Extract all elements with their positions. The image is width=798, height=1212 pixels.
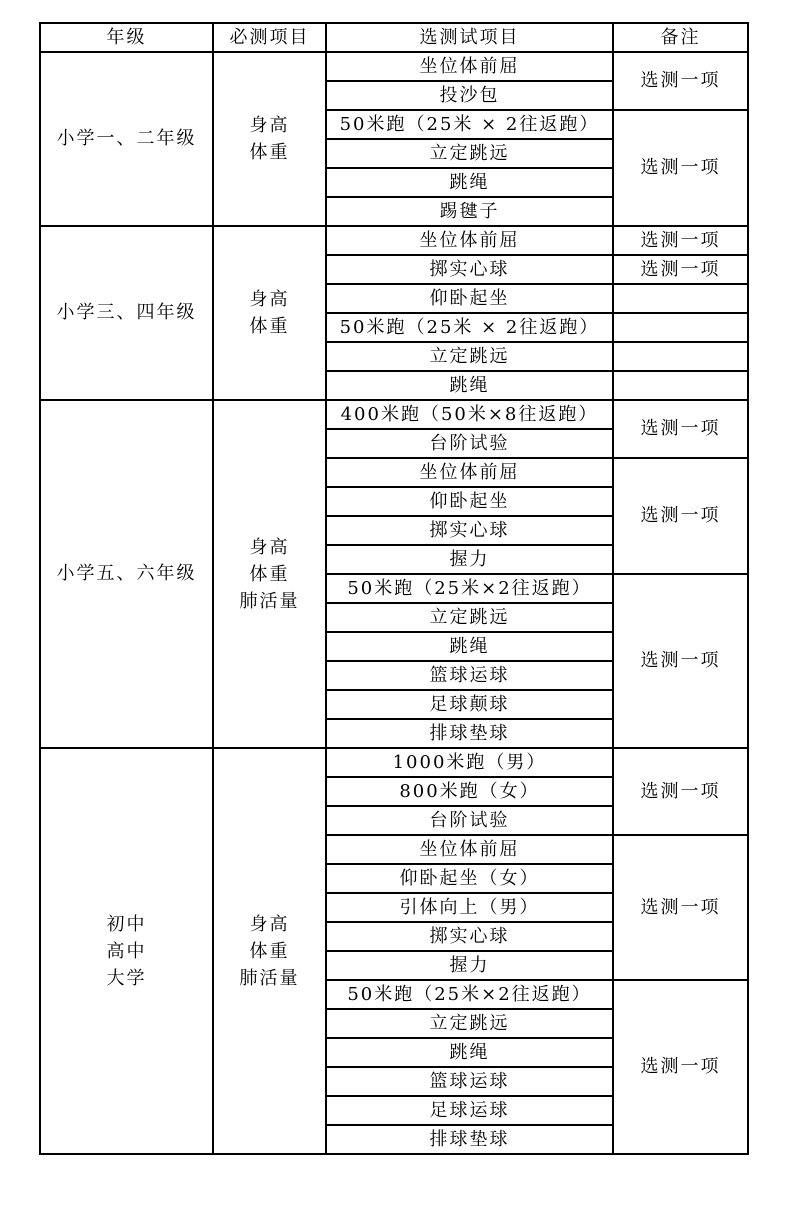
required-cell: [213, 52, 326, 226]
note-cell-empty: [613, 313, 748, 342]
grade-cell: 小学一、二年级: [40, 52, 213, 226]
optional-item: 50米跑（25米 × 2往返跑）: [326, 313, 613, 342]
header-row: [40, 23, 748, 52]
required-item: 身高: [249, 289, 290, 310]
grade-line: 高中: [106, 940, 147, 962]
optional-item: 排球垫球: [326, 719, 613, 748]
optional-item: 立定跳远: [326, 603, 613, 632]
grade-cell: 小学三、四年级: [40, 226, 213, 400]
required-item: 肺活量: [239, 590, 300, 612]
optional-item: 坐位体前屈: [326, 226, 613, 255]
note-cell: 选测一项: [613, 458, 748, 574]
required-item: 身高: [249, 115, 290, 136]
optional-item: 握力: [326, 951, 613, 980]
optional-item: 50米跑（25米×2往返跑）: [326, 980, 613, 1009]
optional-item: 仰卧起坐（女）: [326, 864, 613, 893]
table-row: [40, 52, 748, 81]
note-cell-empty: [613, 342, 748, 371]
header-required: 必测项目: [213, 23, 326, 52]
grade-cell: [40, 748, 213, 1154]
optional-item: 掷实心球: [326, 255, 613, 284]
optional-item: 跳绳: [326, 1038, 613, 1067]
required-item: 体重: [249, 563, 290, 585]
optional-item: 跳绳: [326, 632, 613, 661]
optional-item: 跳绳: [326, 168, 613, 197]
optional-item: 立定跳远: [326, 139, 613, 168]
required-cell: [213, 748, 326, 1154]
note-cell: 选测一项: [613, 52, 748, 110]
header-grade: 年级: [40, 23, 213, 52]
fitness-test-table: [39, 22, 749, 1155]
optional-item: 仰卧起坐: [326, 284, 613, 313]
optional-item: 50米跑（25米×2往返跑）: [326, 574, 613, 603]
note-cell: 选测一项: [613, 255, 748, 284]
optional-item: 立定跳远: [326, 342, 613, 371]
table-row: [40, 748, 748, 777]
optional-item: 台阶试验: [326, 806, 613, 835]
optional-item: 足球运球: [326, 1096, 613, 1125]
required-cell: [213, 400, 326, 748]
optional-item: 踢毽子: [326, 197, 613, 226]
required-item: 体重: [249, 316, 290, 337]
optional-item: 篮球运球: [326, 1067, 613, 1096]
grade-cell: 小学五、六年级: [40, 400, 213, 748]
required-item: 身高: [249, 913, 290, 935]
note-cell: 选测一项: [613, 748, 748, 835]
required-item: 体重: [249, 142, 290, 163]
optional-item: 仰卧起坐: [326, 487, 613, 516]
grade-line: 初中: [106, 913, 147, 935]
optional-item: 坐位体前屈: [326, 835, 613, 864]
optional-item: 排球垫球: [326, 1125, 613, 1154]
note-cell-empty: [613, 284, 748, 313]
optional-item: 50米跑（25米 × 2往返跑）: [326, 110, 613, 139]
optional-item: 1000米跑（男）: [326, 748, 613, 777]
required-cell: [213, 226, 326, 400]
note-cell: 选测一项: [613, 400, 748, 458]
optional-item: 引体向上（男）: [326, 893, 613, 922]
optional-item: 投沙包: [326, 81, 613, 110]
optional-item: 坐位体前屈: [326, 458, 613, 487]
optional-item: 足球颠球: [326, 690, 613, 719]
optional-item: 400米跑（50米×8往返跑）: [326, 400, 613, 429]
header-note: 备注: [613, 23, 748, 52]
required-item: 肺活量: [239, 967, 300, 989]
header-optional: 选测试项目: [326, 23, 613, 52]
note-cell-empty: [613, 371, 748, 400]
optional-item: 跳绳: [326, 371, 613, 400]
optional-item: 台阶试验: [326, 429, 613, 458]
optional-item: 掷实心球: [326, 922, 613, 951]
optional-item: 800米跑（女）: [326, 777, 613, 806]
note-cell: 选测一项: [613, 110, 748, 226]
note-cell: 选测一项: [613, 574, 748, 748]
optional-item: 握力: [326, 545, 613, 574]
note-cell: 选测一项: [613, 835, 748, 980]
note-cell: 选测一项: [613, 980, 748, 1154]
table-row: [40, 226, 748, 255]
table-row: [40, 400, 748, 429]
grade-line: 大学: [106, 967, 147, 989]
optional-item: 坐位体前屈: [326, 52, 613, 81]
required-item: 体重: [249, 940, 290, 962]
note-cell: 选测一项: [613, 226, 748, 255]
optional-item: 篮球运球: [326, 661, 613, 690]
optional-item: 立定跳远: [326, 1009, 613, 1038]
optional-item: 掷实心球: [326, 516, 613, 545]
required-item: 身高: [249, 536, 290, 558]
